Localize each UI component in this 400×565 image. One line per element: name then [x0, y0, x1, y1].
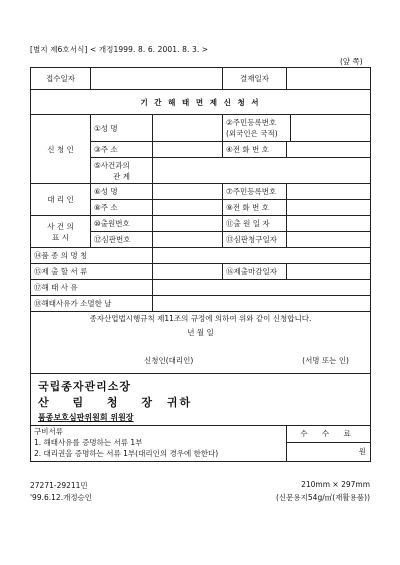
footer-line-1: [30, 480, 370, 491]
processing-date-field[interactable]: [287, 68, 371, 90]
fee-box: [287, 426, 371, 462]
agent-reg-no-field[interactable]: [287, 184, 371, 200]
applicant-reg-no-label: ②주민등록번호: [226, 118, 277, 127]
trial-request-date-label: ⑬심판청구일자: [223, 232, 287, 248]
case-section-label: 사 건 의: [47, 221, 74, 231]
case-section-label-2: 표 시: [52, 232, 69, 242]
applicant-phone-label: ④전 화 번 호: [223, 142, 287, 158]
applicant-address-label: ③주 소: [91, 142, 153, 158]
application-form-table: [30, 67, 371, 462]
variety-name-field[interactable]: [153, 248, 371, 264]
applicant-relation-label: ⑤사건과의: [94, 160, 130, 170]
addressee-line-1: 국립종자관리소장: [38, 380, 132, 393]
addressee-block: [31, 374, 371, 426]
agent-address-label: ⑧주 소: [91, 200, 153, 216]
end-date-field[interactable]: [153, 296, 371, 312]
sign-note: (서명 또는 인): [302, 356, 349, 365]
agent-section-label: 대 리 인: [31, 184, 91, 216]
fee-amount-field[interactable]: [287, 443, 370, 461]
fee-label: 수 수 료: [287, 426, 370, 443]
attachment-item-1: 1. 해태사유를 증명하는 서류 1부: [34, 438, 143, 447]
documents-field[interactable]: [153, 264, 223, 280]
applicant-section-label: 신 청 인: [31, 115, 91, 184]
statement-date: 년 월 일: [187, 328, 214, 337]
applicant-name-label: ①성 명: [91, 115, 153, 142]
applicant-relation-field[interactable]: [153, 158, 371, 184]
form-code: 27271-29211민: [30, 481, 88, 490]
receipt-date-field[interactable]: [91, 68, 223, 90]
application-date-field[interactable]: [287, 216, 371, 232]
statement-block: [31, 312, 371, 374]
attachment-item-2: 2. 대리권을 증명하는 서류 1부(대리인의 경우에 한한다): [34, 449, 219, 458]
receipt-row: [31, 68, 371, 90]
deadline-field[interactable]: [287, 264, 371, 280]
signature-line: [34, 354, 367, 368]
applicant-address-field[interactable]: [153, 142, 223, 158]
deadline-label: ⑯제출마감일자: [223, 264, 287, 280]
reason-label: ⑰해 태 사 유: [31, 280, 153, 296]
attachments-title: 구비서류: [34, 427, 63, 436]
applicant-phone-field[interactable]: [287, 142, 371, 158]
trial-request-date-field[interactable]: [287, 232, 371, 248]
processing-date-label: 결재일자: [223, 68, 287, 90]
trial-number-label: ⑫심판번호: [91, 232, 153, 248]
form-title: 기 간 해 태 면 제 신 청 서: [31, 90, 371, 115]
paper-spec: (신문용지54g/㎡(재활용품)): [276, 493, 370, 502]
reason-field[interactable]: [153, 280, 371, 296]
agent-name-label: ⑥성 명: [91, 184, 153, 200]
agent-phone-label: ⑨전 화 번 호: [223, 200, 287, 216]
agent-phone-field[interactable]: [287, 200, 371, 216]
agent-address-field[interactable]: [153, 200, 223, 216]
paper-size: 210mm × 297mm: [301, 480, 370, 489]
applicant-name-field[interactable]: [153, 115, 223, 142]
addressee-line-3: 품종보호심판위원회 위원장: [38, 413, 134, 422]
application-number-label: ⑩출원번호: [91, 216, 153, 232]
documents-label: ⑮제 출 할 서 류: [31, 264, 153, 280]
approval-date: '99.6.12.개정승인: [30, 493, 93, 502]
signer-label: 신청인(대리인): [144, 356, 194, 365]
application-date-label: ⑪출 원 일 자: [223, 216, 287, 232]
form-number-note: [별지 제6호서식] < 개정1999. 8. 6. 2001. 8. 3. >: [30, 45, 209, 54]
addressee-suffix: 귀하: [166, 396, 193, 409]
attachments-block: [31, 426, 287, 462]
receipt-date-label: 접수일자: [31, 68, 91, 90]
end-date-label: ⑱해태사유가 소멸한 날: [31, 296, 153, 312]
statement-text: 종자산업법시행규칙 제11조의 규정에 의하여 위와 같이 신청합니다.: [89, 314, 312, 323]
addressee-line-2: 산 림 청 장: [38, 396, 162, 409]
variety-name-label: ⑭품 종 의 명 칭: [31, 248, 153, 264]
application-number-field[interactable]: [153, 216, 223, 232]
agent-name-field[interactable]: [153, 184, 223, 200]
fee-unit: 원: [358, 447, 366, 456]
applicant-relation-label-2: 관 계: [113, 171, 130, 181]
page-side-note: (앞 쪽): [340, 57, 363, 66]
applicant-reg-no-field[interactable]: [291, 115, 370, 141]
trial-number-field[interactable]: [153, 232, 223, 248]
footer-line-2: [30, 492, 370, 503]
agent-reg-no-label: ⑦주민등록번호: [223, 184, 287, 200]
applicant-nationality-label: (외국인은 국적): [226, 129, 278, 138]
